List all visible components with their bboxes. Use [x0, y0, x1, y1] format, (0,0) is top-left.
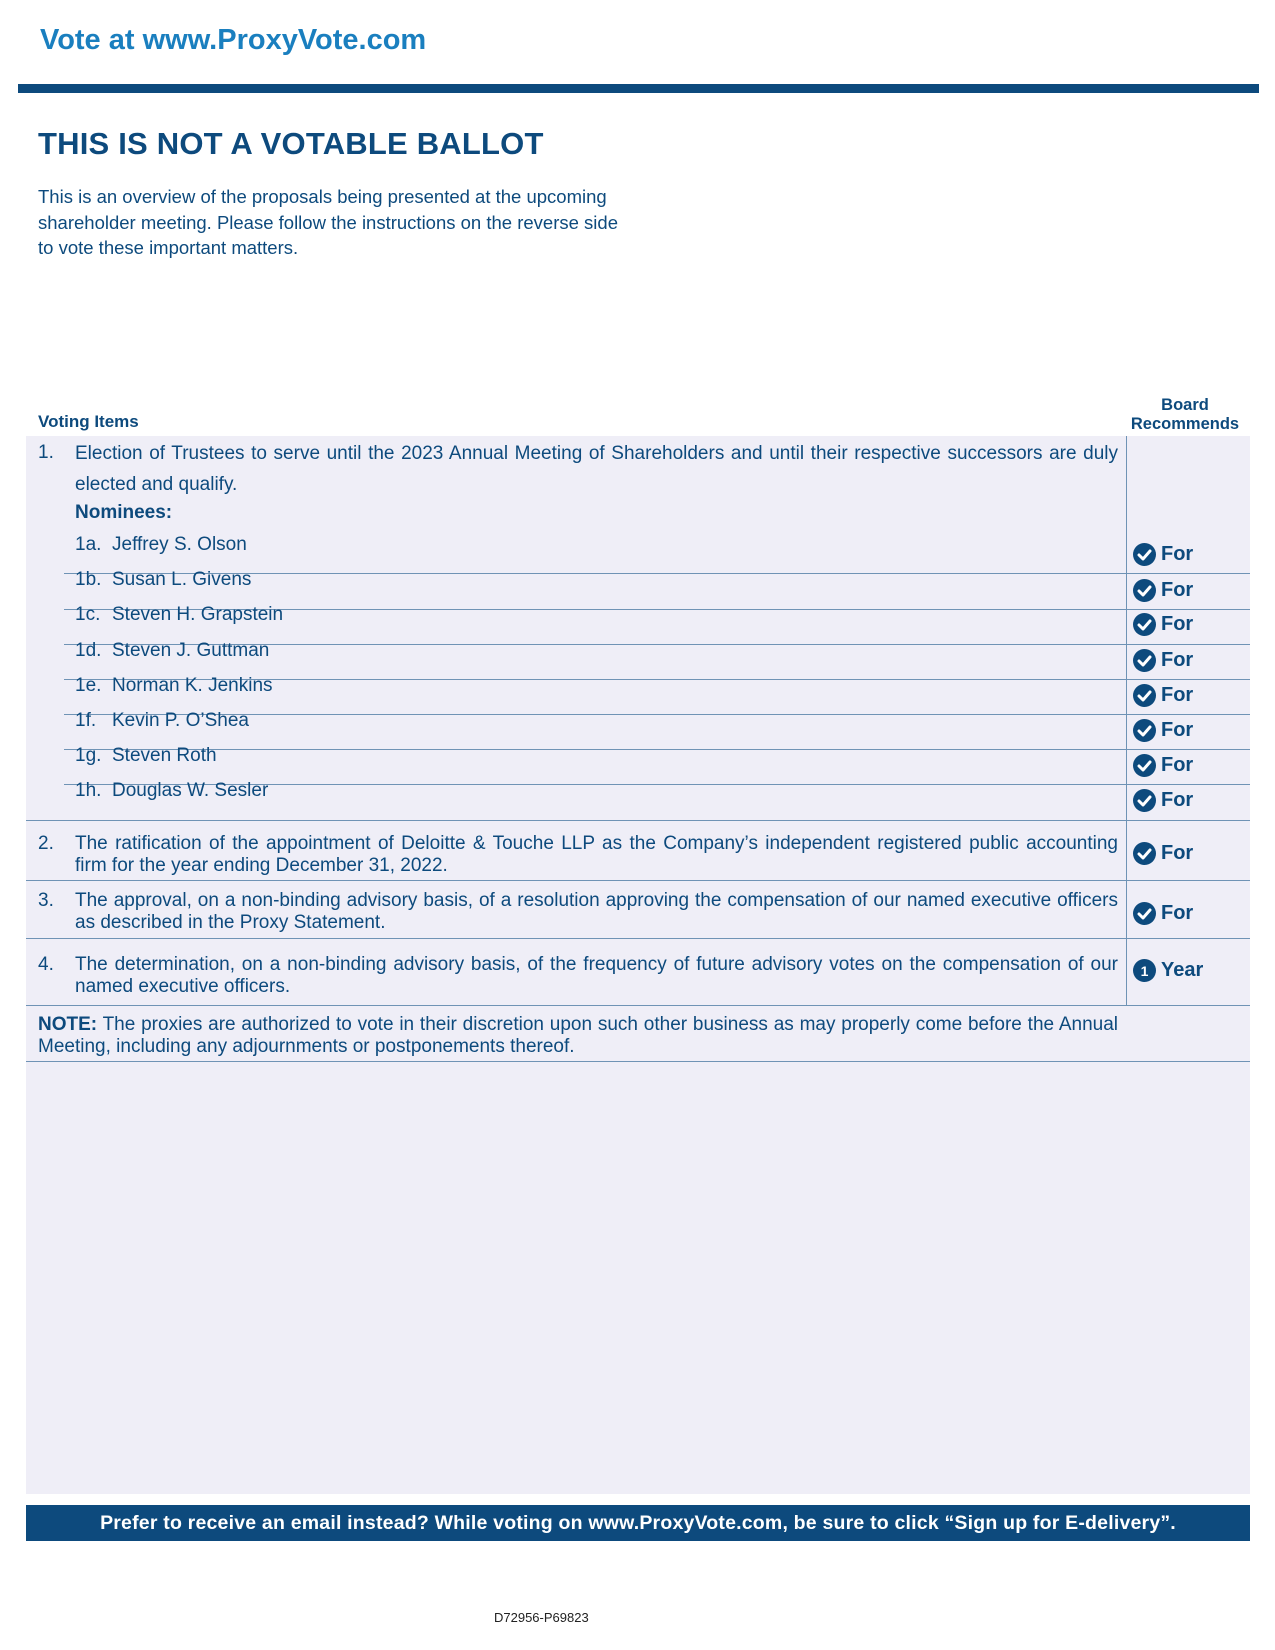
- proposal-2-number: 2.: [38, 833, 54, 854]
- row-divider: [64, 749, 1250, 750]
- checkmark-icon: [1133, 754, 1156, 777]
- row-divider: [26, 938, 1250, 939]
- proposal-3-text: The approval, on a non-binding advisory basis, of a resolution approving the compensation of our named executive officers as described in the Proxy Statement.: [75, 890, 1118, 933]
- checkmark-icon: [1133, 649, 1156, 672]
- recommendation-text: For: [1161, 789, 1194, 811]
- note-label: NOTE:: [38, 1014, 98, 1035]
- header-divider: [18, 84, 1259, 93]
- row-divider: [26, 1061, 1250, 1062]
- note-text: [38, 1014, 1118, 1058]
- recommendation-1b: [1133, 579, 1193, 602]
- recommendation-text: For: [1161, 754, 1194, 776]
- checkmark-icon: [1133, 902, 1156, 925]
- voting-items-header: Voting Items: [38, 412, 139, 431]
- row-divider: [26, 880, 1250, 881]
- recommendation-text: Year: [1161, 959, 1204, 981]
- checkmark-icon: [1133, 719, 1156, 742]
- proposal-2-text: The ratification of the appointment of Deloitte & Touche LLP as the Company’s independent registered public accounting firm for the year ending December 31, 2022.: [75, 833, 1118, 876]
- recommendation-1a: [1133, 543, 1193, 566]
- recommendation-4: [1133, 959, 1203, 982]
- intro-text: This is an overview of the proposals being presented at the upcoming shareholder meeting. Please follow the instructions on the reverse side to vote these important matters.: [38, 186, 618, 258]
- checkmark-icon: [1133, 543, 1156, 566]
- board-recommends-line2: Recommends: [1130, 415, 1240, 433]
- recommendation-1h: [1133, 789, 1193, 812]
- recommendation-1e: [1133, 684, 1193, 707]
- checkmark-icon: [1133, 789, 1156, 812]
- recommendation-text: For: [1161, 649, 1194, 671]
- nominee-name: Kevin P. O’Shea: [112, 710, 249, 731]
- recommendation-text: For: [1161, 579, 1194, 601]
- row-divider: [26, 1005, 1250, 1006]
- proposal-4-number: 4.: [38, 954, 54, 975]
- nominee-code: 1f.: [75, 710, 97, 731]
- e-delivery-text: Prefer to receive an email instead? While voting on www.ProxyVote.com, be sure to click “Sign up for E-delivery”.: [100, 1511, 1176, 1534]
- nominee-code: 1d.: [75, 640, 102, 661]
- nominee-name: Steven J. Guttman: [112, 640, 270, 661]
- checkmark-icon: [1133, 579, 1156, 602]
- board-recommends-line1: Board: [1161, 396, 1209, 414]
- proposal-1-text: Election of Trustees to serve until the 2023 Annual Meeting of Shareholders and until their respective successors are duly elected and qualify.: [75, 443, 1118, 495]
- recommendation-text: For: [1161, 613, 1194, 635]
- nominee-name: Steven Roth: [112, 745, 217, 766]
- recommendation-text: For: [1161, 684, 1194, 706]
- recommendation-1f: [1133, 719, 1193, 742]
- e-delivery-banner: [26, 1505, 1250, 1541]
- nominee-code: 1a.: [75, 534, 102, 555]
- proposal-3-number: 3.: [38, 890, 54, 911]
- recommendation-1d: [1133, 649, 1193, 672]
- page-title: THIS IS NOT A VOTABLE BALLOT: [38, 126, 544, 161]
- checkmark-icon: [1133, 684, 1156, 707]
- nominee-name: Jeffrey S. Olson: [112, 534, 247, 555]
- nominee-name: Norman K. Jenkins: [112, 675, 273, 696]
- board-recommends-header: [1120, 396, 1250, 434]
- recommendation-text: For: [1161, 842, 1194, 864]
- recommendation-2: [1133, 842, 1193, 865]
- recommendation-text: For: [1161, 719, 1194, 741]
- nominee-name: Steven H. Grapstein: [112, 604, 284, 625]
- nominee-code: 1e.: [75, 675, 102, 696]
- note-body: The proxies are authorized to vote in their discretion upon such other business as may properly come before the Annual Meeting, including any adjournments or postponements thereof.: [38, 1014, 1118, 1057]
- nominee-name: Susan L. Givens: [112, 569, 252, 590]
- proposal-1-number: 1.: [38, 442, 54, 463]
- row-divider: [26, 820, 1250, 821]
- recommendation-text: For: [1161, 543, 1194, 565]
- recommendation-1c: [1133, 613, 1193, 636]
- number-one-icon: 1: [1133, 959, 1156, 982]
- nominee-code: 1g.: [75, 745, 102, 766]
- recommendation-1g: [1133, 754, 1193, 777]
- nominee-code: 1c.: [75, 604, 101, 625]
- checkmark-icon: [1133, 613, 1156, 636]
- proposal-4-text: The determination, on a non-binding advisory basis, of the frequency of future advisory votes on the compensation of our named executive officers.: [75, 954, 1118, 997]
- recommendation-text: For: [1161, 902, 1194, 924]
- document-code: D72956-P69823: [494, 1610, 589, 1625]
- nominee-code: 1h.: [75, 780, 102, 801]
- nominee-name: Douglas W. Sesler: [112, 780, 269, 801]
- checkmark-icon: [1133, 842, 1156, 865]
- proxyvote-link[interactable]: Vote at www.ProxyVote.com: [40, 24, 427, 56]
- nominee-code: 1b.: [75, 569, 102, 590]
- recommendation-3: [1133, 902, 1193, 925]
- nominees-label: Nominees:: [75, 502, 173, 523]
- recommendation-column-divider: [1126, 436, 1127, 1006]
